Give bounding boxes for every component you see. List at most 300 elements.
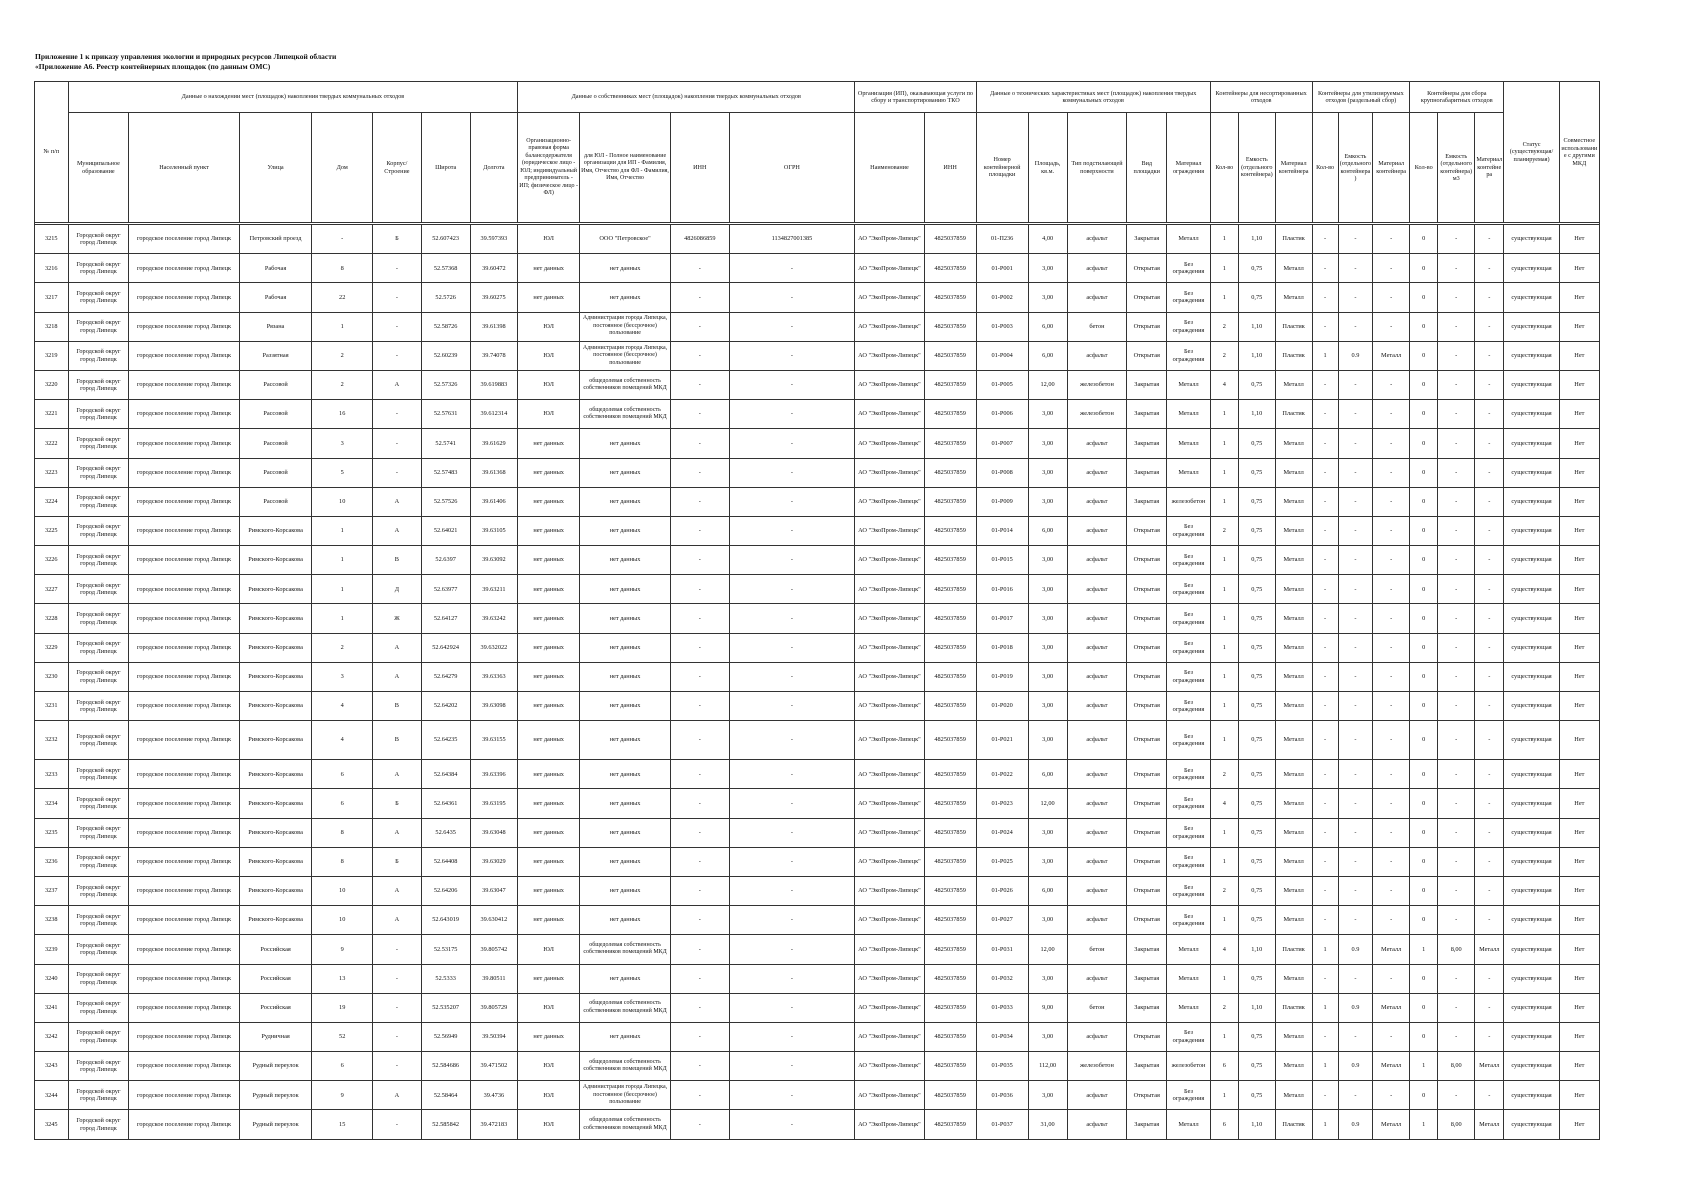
table-row: [35, 789, 1600, 818]
cell-mixed-material: Металл: [1275, 760, 1312, 789]
cell-building: А: [373, 1081, 422, 1110]
cell-status: существующая: [1504, 516, 1559, 545]
cell-building: А: [373, 818, 422, 847]
cell-site-type: Открытая: [1127, 254, 1167, 283]
cell-row-number: 3228: [35, 604, 69, 633]
cell-legal-form: нет данных: [518, 429, 580, 458]
cell-legal-form: нет данных: [518, 458, 580, 487]
cell-mixed-volume: 1,10: [1238, 993, 1275, 1022]
cell-owner-name: Администрация города Липецка, постоянное (бессрочное) пользование: [580, 341, 671, 370]
cell-building: -: [373, 935, 422, 964]
cell-row-number: 3229: [35, 633, 69, 662]
cell-municipality: Городской округ город Липецк: [68, 400, 129, 429]
cell-surface: бетон: [1067, 935, 1127, 964]
cell-recycle-volume: -: [1338, 760, 1373, 789]
cell-fence: Металл: [1167, 225, 1210, 254]
cell-status: существующая: [1504, 721, 1559, 760]
col-header-bulky-material: Материал контейнера: [1475, 113, 1504, 223]
cell-recycle-material: -: [1373, 516, 1410, 545]
cell-settlement: городское поселение город Липецк: [129, 1022, 240, 1051]
cell-building: -: [373, 1110, 422, 1139]
cell-mixed-qty: 1: [1210, 662, 1238, 691]
cell-status: существующая: [1504, 1052, 1559, 1081]
cell-bulky-material: -: [1475, 254, 1504, 283]
cell-mixed-qty: 4: [1210, 935, 1238, 964]
cell-street: Рудничная: [239, 1022, 312, 1051]
cell-building: Б: [373, 847, 422, 876]
cell-fence: Металл: [1167, 458, 1210, 487]
cell-owner-ogrn: -: [729, 312, 855, 341]
cell-operator-name: АО "ЭкоПром-Липецк": [855, 1110, 924, 1139]
cell-building: А: [373, 662, 422, 691]
cell-municipality: Городской округ город Липецк: [68, 818, 129, 847]
cell-settlement: городское поселение город Липецк: [129, 993, 240, 1022]
col-header-site-type: Вид площадки: [1127, 113, 1167, 223]
cell-settlement: городское поселение город Липецк: [129, 458, 240, 487]
table-row: [35, 692, 1600, 721]
cell-owner-ogrn: -: [729, 906, 855, 935]
cell-owner-name: нет данных: [580, 458, 671, 487]
cell-owner-ogrn: -: [729, 760, 855, 789]
cell-recycle-volume: -: [1338, 516, 1373, 545]
cell-legal-form: нет данных: [518, 633, 580, 662]
cell-owner-ogrn: 1134827001385: [729, 225, 855, 254]
cell-bulky-material: -: [1475, 575, 1504, 604]
cell-municipality: Городской округ город Липецк: [68, 760, 129, 789]
cell-settlement: городское поселение город Липецк: [129, 721, 240, 760]
cell-building: -: [373, 400, 422, 429]
cell-longitude: 39.63195: [470, 789, 518, 818]
cell-latitude: 52.5333: [421, 964, 470, 993]
cell-mixed-volume: 0,75: [1238, 1081, 1275, 1110]
cell-mixed-material: Металл: [1275, 370, 1312, 399]
cell-status: существующая: [1504, 692, 1559, 721]
cell-municipality: Городской округ город Липецк: [68, 906, 129, 935]
cell-bulky-material: -: [1475, 341, 1504, 370]
cell-operator-name: АО "ЭкоПром-Липецк": [855, 604, 924, 633]
cell-area: 6,00: [1028, 341, 1067, 370]
cell-mixed-volume: 1,10: [1238, 1110, 1275, 1139]
cell-house: 10: [312, 487, 373, 516]
cell-longitude: 39.63048: [470, 818, 518, 847]
cell-recycle-material: -: [1373, 964, 1410, 993]
cell-municipality: Городской округ город Липецк: [68, 225, 129, 254]
cell-mixed-material: Пластик: [1275, 225, 1312, 254]
cell-operator-inn: 4825037859: [924, 789, 976, 818]
cell-longitude: 39.612314: [470, 400, 518, 429]
cell-operator-name: АО "ЭкоПром-Липецк": [855, 935, 924, 964]
cell-recycle-material: Металл: [1373, 935, 1410, 964]
cell-operator-name: АО "ЭкоПром-Липецк": [855, 370, 924, 399]
cell-site-number: 01-Р037: [976, 1110, 1028, 1139]
cell-owner-ogrn: -: [729, 400, 855, 429]
cell-row-number: 3234: [35, 789, 69, 818]
cell-shared-use: Нет: [1559, 604, 1599, 633]
cell-longitude: 39.63029: [470, 847, 518, 876]
col-header-bulky-qty: Кол-во: [1410, 113, 1438, 223]
cell-house: 1: [312, 312, 373, 341]
cell-owner-inn: -: [671, 935, 730, 964]
cell-status: существующая: [1504, 993, 1559, 1022]
cell-bulky-volume: 8,00: [1438, 1110, 1475, 1139]
cell-bulky-volume: -: [1438, 847, 1475, 876]
cell-owner-name: нет данных: [580, 254, 671, 283]
cell-building: А: [373, 370, 422, 399]
cell-shared-use: Нет: [1559, 575, 1599, 604]
cell-area: 6,00: [1028, 760, 1067, 789]
cell-house: 2: [312, 633, 373, 662]
cell-owner-inn: -: [671, 546, 730, 575]
cell-surface: асфальт: [1067, 906, 1127, 935]
cell-latitude: 52.56949: [421, 1022, 470, 1051]
cell-site-type: Открытая: [1127, 1022, 1167, 1051]
cell-municipality: Городской округ город Липецк: [68, 487, 129, 516]
cell-area: 3,00: [1028, 721, 1067, 760]
cell-bulky-volume: -: [1438, 516, 1475, 545]
cell-owner-inn: -: [671, 876, 730, 905]
cell-fence: Без ограждения: [1167, 818, 1210, 847]
table-row: [35, 516, 1600, 545]
document-heading: [35, 52, 336, 72]
cell-status: существующая: [1504, 906, 1559, 935]
cell-site-type: Открытая: [1127, 283, 1167, 312]
cell-longitude: 39.805742: [470, 935, 518, 964]
cell-longitude: 39.472183: [470, 1110, 518, 1139]
cell-mixed-volume: 0,75: [1238, 721, 1275, 760]
cell-owner-ogrn: -: [729, 1052, 855, 1081]
cell-operator-inn: 4825037859: [924, 283, 976, 312]
cell-recycle-material: -: [1373, 760, 1410, 789]
cell-bulky-material: -: [1475, 487, 1504, 516]
cell-legal-form: ЮЛ: [518, 1052, 580, 1081]
cell-house: 9: [312, 1081, 373, 1110]
cell-street: Рудный переулок: [239, 1110, 312, 1139]
cell-building: -: [373, 283, 422, 312]
table-row: [35, 458, 1600, 487]
cell-street: Римского-Корсакова: [239, 876, 312, 905]
cell-latitude: 52.58464: [421, 1081, 470, 1110]
cell-row-number: 3242: [35, 1022, 69, 1051]
cell-recycle-volume: -: [1338, 546, 1373, 575]
cell-recycle-volume: -: [1338, 1081, 1373, 1110]
cell-latitude: 52.64384: [421, 760, 470, 789]
cell-owner-name: нет данных: [580, 662, 671, 691]
cell-mixed-qty: 2: [1210, 516, 1238, 545]
cell-bulky-material: -: [1475, 993, 1504, 1022]
cell-bulky-material: -: [1475, 721, 1504, 760]
cell-operator-name: АО "ЭкоПром-Липецк": [855, 633, 924, 662]
cell-fence: Без ограждения: [1167, 789, 1210, 818]
cell-recycle-qty: -: [1312, 312, 1338, 341]
cell-mixed-qty: 2: [1210, 993, 1238, 1022]
cell-mixed-material: Металл: [1275, 789, 1312, 818]
cell-mixed-qty: 1: [1210, 400, 1238, 429]
cell-bulky-material: -: [1475, 458, 1504, 487]
cell-house: 10: [312, 906, 373, 935]
cell-owner-inn: -: [671, 487, 730, 516]
col-header-operator-inn: ИНН: [924, 113, 976, 223]
cell-area: 3,00: [1028, 906, 1067, 935]
cell-legal-form: ЮЛ: [518, 312, 580, 341]
cell-recycle-qty: -: [1312, 692, 1338, 721]
cell-site-type: Открытая: [1127, 906, 1167, 935]
cell-longitude: 39.60275: [470, 283, 518, 312]
cell-bulky-volume: -: [1438, 429, 1475, 458]
cell-legal-form: ЮЛ: [518, 400, 580, 429]
cell-mixed-material: Пластик: [1275, 341, 1312, 370]
cell-mixed-volume: 0,75: [1238, 604, 1275, 633]
cell-recycle-material: -: [1373, 906, 1410, 935]
col-header-status: Статус (существующая/ планируемая): [1504, 82, 1559, 223]
cell-status: существующая: [1504, 458, 1559, 487]
cell-municipality: Городской округ город Липецк: [68, 254, 129, 283]
cell-surface: асфальт: [1067, 760, 1127, 789]
cell-operator-name: АО "ЭкоПром-Липецк": [855, 1052, 924, 1081]
col-header-recycle-material: Материал контейнера: [1373, 113, 1410, 223]
cell-site-type: Открытая: [1127, 760, 1167, 789]
cell-owner-name: нет данных: [580, 789, 671, 818]
cell-row-number: 3216: [35, 254, 69, 283]
cell-mixed-volume: 1,10: [1238, 400, 1275, 429]
col-header-recycle-qty: Кол-во: [1312, 113, 1338, 223]
cell-bulky-material: -: [1475, 662, 1504, 691]
cell-status: существующая: [1504, 341, 1559, 370]
group-header-operator: Организация (ИП), оказывающая услуги по сбору и транспортированию ТКО: [855, 82, 976, 113]
cell-mixed-qty: 1: [1210, 633, 1238, 662]
group-header-mixed-containers: Контейнеры для несортированных отходов: [1210, 82, 1312, 113]
cell-site-type: Закрытая: [1127, 935, 1167, 964]
cell-bulky-qty: 0: [1410, 906, 1438, 935]
cell-municipality: Городской округ город Липецк: [68, 847, 129, 876]
cell-bulky-qty: 0: [1410, 964, 1438, 993]
cell-legal-form: нет данных: [518, 760, 580, 789]
cell-house: 8: [312, 254, 373, 283]
cell-surface: асфальт: [1067, 283, 1127, 312]
cell-bulky-volume: -: [1438, 487, 1475, 516]
cell-operator-name: АО "ЭкоПром-Липецк": [855, 1022, 924, 1051]
cell-longitude: 39.74078: [470, 341, 518, 370]
cell-site-number: 01-Р002: [976, 283, 1028, 312]
cell-building: А: [373, 487, 422, 516]
cell-bulky-qty: 0: [1410, 847, 1438, 876]
cell-bulky-qty: 0: [1410, 789, 1438, 818]
cell-fence: Без ограждения: [1167, 575, 1210, 604]
cell-settlement: городское поселение город Липецк: [129, 1052, 240, 1081]
cell-longitude: 39.61406: [470, 487, 518, 516]
cell-owner-name: общедолевая собственность собственников помещений МКД: [580, 993, 671, 1022]
cell-latitude: 52.643019: [421, 906, 470, 935]
table-row: [35, 1052, 1600, 1081]
cell-settlement: городское поселение город Липецк: [129, 633, 240, 662]
cell-operator-name: АО "ЭкоПром-Липецк": [855, 546, 924, 575]
cell-recycle-qty: -: [1312, 458, 1338, 487]
cell-municipality: Городской округ город Липецк: [68, 964, 129, 993]
cell-mixed-qty: 1: [1210, 1081, 1238, 1110]
cell-mixed-material: Металл: [1275, 487, 1312, 516]
cell-area: 6,00: [1028, 876, 1067, 905]
cell-owner-ogrn: -: [729, 546, 855, 575]
cell-operator-inn: 4825037859: [924, 429, 976, 458]
cell-recycle-volume: -: [1338, 283, 1373, 312]
cell-owner-inn: -: [671, 1110, 730, 1139]
cell-legal-form: ЮЛ: [518, 1110, 580, 1139]
cell-shared-use: Нет: [1559, 818, 1599, 847]
cell-bulky-qty: 0: [1410, 254, 1438, 283]
cell-shared-use: Нет: [1559, 283, 1599, 312]
table-row: [35, 487, 1600, 516]
cell-mixed-material: Металл: [1275, 876, 1312, 905]
table-row: [35, 225, 1600, 254]
cell-bulky-volume: -: [1438, 633, 1475, 662]
cell-recycle-qty: -: [1312, 400, 1338, 429]
cell-owner-inn: -: [671, 312, 730, 341]
table-row: [35, 760, 1600, 789]
cell-mixed-volume: 0,75: [1238, 283, 1275, 312]
cell-bulky-qty: 1: [1410, 1052, 1438, 1081]
cell-longitude: 39.63363: [470, 662, 518, 691]
cell-building: -: [373, 254, 422, 283]
cell-bulky-volume: -: [1438, 458, 1475, 487]
cell-bulky-material: -: [1475, 847, 1504, 876]
cell-site-type: Закрытая: [1127, 458, 1167, 487]
cell-status: существующая: [1504, 487, 1559, 516]
cell-site-type: Открытая: [1127, 516, 1167, 545]
cell-legal-form: нет данных: [518, 906, 580, 935]
cell-recycle-volume: -: [1338, 1022, 1373, 1051]
cell-bulky-volume: -: [1438, 692, 1475, 721]
cell-bulky-volume: -: [1438, 370, 1475, 399]
cell-operator-inn: 4825037859: [924, 341, 976, 370]
cell-house: 1: [312, 546, 373, 575]
cell-status: существующая: [1504, 847, 1559, 876]
cell-status: существующая: [1504, 876, 1559, 905]
cell-bulky-material: -: [1475, 876, 1504, 905]
cell-recycle-material: -: [1373, 458, 1410, 487]
cell-shared-use: Нет: [1559, 633, 1599, 662]
col-header-site-number: Номер контейнерной площадки: [976, 113, 1028, 223]
cell-area: 3,00: [1028, 847, 1067, 876]
cell-area: 12,00: [1028, 935, 1067, 964]
cell-building: Б: [373, 789, 422, 818]
cell-settlement: городское поселение город Липецк: [129, 429, 240, 458]
cell-mixed-qty: 6: [1210, 1052, 1238, 1081]
cell-recycle-qty: -: [1312, 906, 1338, 935]
cell-owner-inn: -: [671, 341, 730, 370]
cell-bulky-qty: 0: [1410, 429, 1438, 458]
cell-owner-inn: -: [671, 993, 730, 1022]
cell-mixed-material: Пластик: [1275, 993, 1312, 1022]
cell-shared-use: Нет: [1559, 1052, 1599, 1081]
cell-bulky-material: -: [1475, 225, 1504, 254]
cell-recycle-material: -: [1373, 225, 1410, 254]
cell-bulky-qty: 0: [1410, 400, 1438, 429]
col-header-surface: Тип подстилающей поверхности: [1067, 113, 1127, 223]
cell-mixed-material: Металл: [1275, 633, 1312, 662]
table-row: [35, 662, 1600, 691]
cell-bulky-qty: 0: [1410, 604, 1438, 633]
table-row: [35, 1081, 1600, 1110]
cell-house: 16: [312, 400, 373, 429]
cell-mixed-material: Металл: [1275, 847, 1312, 876]
group-header-tech: Данные о технических характеристиках мест (площадок) накопления твердых коммунальных отходов: [976, 82, 1210, 113]
cell-settlement: городское поселение город Липецк: [129, 283, 240, 312]
cell-legal-form: нет данных: [518, 721, 580, 760]
cell-bulky-volume: -: [1438, 400, 1475, 429]
cell-recycle-material: -: [1373, 789, 1410, 818]
cell-settlement: городское поселение город Липецк: [129, 847, 240, 876]
cell-owner-inn: -: [671, 760, 730, 789]
cell-owner-name: нет данных: [580, 906, 671, 935]
cell-owner-inn: -: [671, 575, 730, 604]
cell-bulky-qty: 0: [1410, 1081, 1438, 1110]
cell-site-type: Закрытая: [1127, 1110, 1167, 1139]
cell-fence: Без ограждения: [1167, 1081, 1210, 1110]
cell-shared-use: Нет: [1559, 341, 1599, 370]
table-row: [35, 254, 1600, 283]
cell-recycle-volume: -: [1338, 847, 1373, 876]
cell-municipality: Городской округ город Липецк: [68, 1052, 129, 1081]
cell-mixed-qty: 1: [1210, 254, 1238, 283]
cell-municipality: Городской округ город Липецк: [68, 1022, 129, 1051]
cell-house: 13: [312, 964, 373, 993]
cell-recycle-qty: -: [1312, 1022, 1338, 1051]
cell-legal-form: ЮЛ: [518, 370, 580, 399]
cell-area: 3,00: [1028, 692, 1067, 721]
cell-recycle-qty: -: [1312, 225, 1338, 254]
cell-site-type: Открытая: [1127, 876, 1167, 905]
cell-owner-name: нет данных: [580, 429, 671, 458]
cell-recycle-material: Металл: [1373, 1052, 1410, 1081]
cell-settlement: городское поселение город Липецк: [129, 341, 240, 370]
cell-operator-inn: 4825037859: [924, 818, 976, 847]
cell-recycle-material: -: [1373, 487, 1410, 516]
cell-owner-ogrn: -: [729, 1022, 855, 1051]
cell-street: Рассовой: [239, 429, 312, 458]
cell-fence: Без ограждения: [1167, 906, 1210, 935]
cell-mixed-qty: 1: [1210, 818, 1238, 847]
cell-owner-inn: -: [671, 370, 730, 399]
cell-owner-ogrn: -: [729, 1081, 855, 1110]
cell-area: 6,00: [1028, 516, 1067, 545]
cell-shared-use: Нет: [1559, 662, 1599, 691]
cell-row-number: 3238: [35, 906, 69, 935]
cell-bulky-qty: 0: [1410, 721, 1438, 760]
cell-row-number: 3219: [35, 341, 69, 370]
cell-site-type: Закрытая: [1127, 225, 1167, 254]
cell-owner-ogrn: -: [729, 370, 855, 399]
cell-owner-name: нет данных: [580, 876, 671, 905]
cell-operator-inn: 4825037859: [924, 1110, 976, 1139]
col-header-mixed-qty: Кол-во: [1210, 113, 1238, 223]
cell-legal-form: нет данных: [518, 604, 580, 633]
cell-area: 12,00: [1028, 789, 1067, 818]
cell-fence: Металл: [1167, 1110, 1210, 1139]
cell-longitude: 39.63242: [470, 604, 518, 633]
cell-mixed-volume: 0,75: [1238, 847, 1275, 876]
cell-site-number: 01-Р020: [976, 692, 1028, 721]
cell-bulky-material: Металл: [1475, 1052, 1504, 1081]
cell-mixed-material: Металл: [1275, 516, 1312, 545]
cell-bulky-material: -: [1475, 370, 1504, 399]
cell-longitude: 39.63098: [470, 692, 518, 721]
cell-owner-name: нет данных: [580, 575, 671, 604]
cell-street: Римского-Корсакова: [239, 662, 312, 691]
cell-fence: Без ограждения: [1167, 692, 1210, 721]
cell-recycle-qty: -: [1312, 721, 1338, 760]
cell-row-number: 3239: [35, 935, 69, 964]
cell-longitude: 39.597393: [470, 225, 518, 254]
cell-mixed-material: Пластик: [1275, 1110, 1312, 1139]
